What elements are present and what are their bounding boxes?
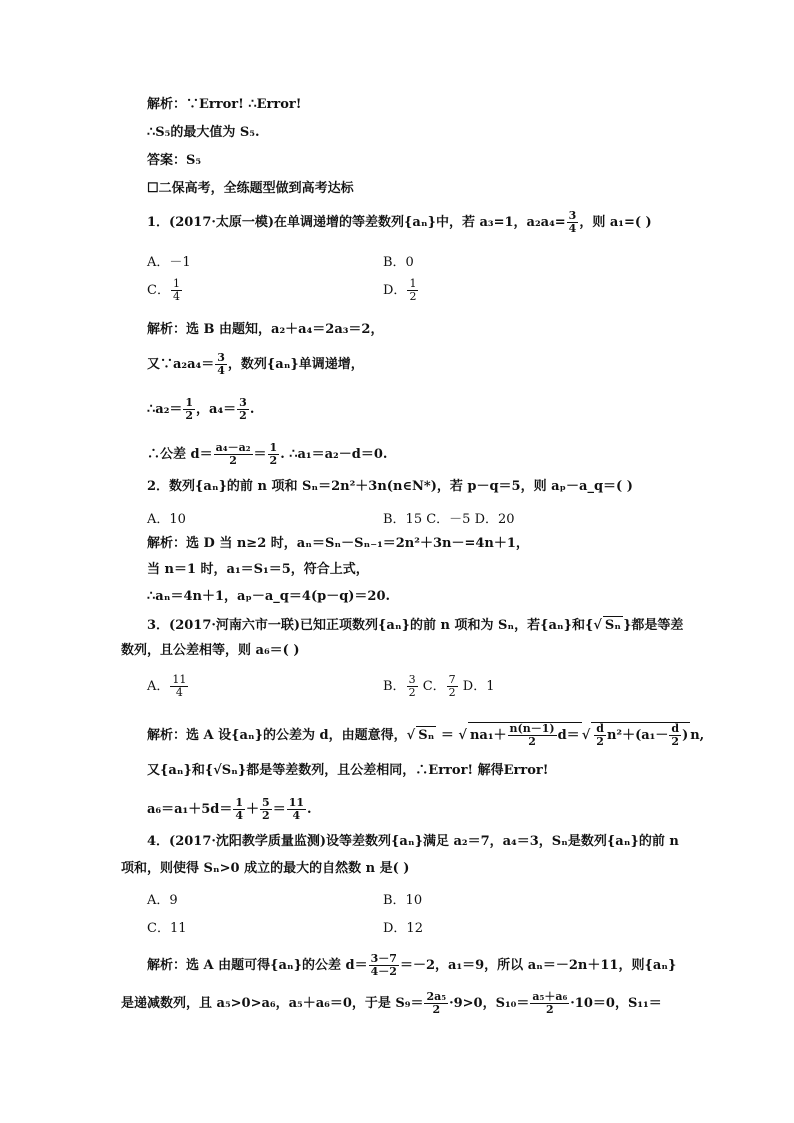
fraction-num: d — [596, 722, 604, 735]
text: na₁＋ — [469, 728, 507, 743]
line-analysis-1: 解析：∵Error! ∴Error! — [147, 97, 302, 112]
radicand: Sₙ — [604, 618, 622, 633]
fraction — [669, 723, 681, 748]
s1-line-d — [147, 442, 387, 467]
radicand: Sₙ — [418, 728, 435, 743]
text: d＝ — [557, 728, 580, 743]
sqrt-icon: √ — [406, 728, 416, 743]
fraction-num: 3 — [239, 396, 247, 409]
fraction — [260, 797, 272, 822]
q4-option-a: A．9 — [147, 893, 178, 908]
fraction-num: 7 — [448, 673, 456, 686]
s1-line-b — [147, 352, 364, 377]
fraction-num: 11 — [172, 673, 187, 686]
radicand-long: $\frac{d}{2}$ n²＋(a₁－ $\frac{d}{2}$ ) — [591, 722, 690, 748]
text: ·9>0，S₁₀＝ — [449, 996, 530, 1011]
question-1 — [147, 210, 652, 235]
text: 解析：选 A 设{aₙ}的公差为 d，由题意得， — [147, 728, 407, 743]
fraction-den: 2 — [671, 735, 680, 748]
q2-option-a: A．10 — [147, 512, 186, 527]
q4-option-d: D．12 — [383, 921, 423, 936]
fraction-num: 1 — [185, 396, 194, 409]
s3-line-c — [147, 797, 312, 822]
fraction-den: 2 — [546, 1003, 554, 1016]
q1-option-a: A．－1 — [147, 255, 191, 270]
fraction — [214, 442, 253, 467]
fraction-den: 2 — [269, 454, 278, 467]
text: ∴a₂＝ — [147, 402, 183, 417]
fraction-num: 5 — [262, 796, 270, 809]
option-label: D． — [383, 283, 407, 298]
text: ·10＝0，S₁₁＝ — [570, 996, 662, 1011]
text: 又∵a₂a₄＝ — [147, 357, 215, 372]
q3-option-bcd — [383, 674, 494, 699]
text: n²＋ — [606, 728, 636, 743]
fraction-num: 3－7 — [370, 952, 397, 965]
fraction-num: a₅＋a₆ — [532, 990, 568, 1003]
fraction-den: 2 — [408, 686, 416, 699]
text: ＝ — [253, 447, 267, 462]
s1-line-c — [147, 397, 254, 422]
fraction — [369, 953, 399, 978]
fraction-num: 11 — [288, 796, 305, 809]
radicand-long — [468, 722, 582, 748]
q4-option-b: B．10 — [383, 893, 423, 908]
text: ＋ — [246, 802, 260, 817]
fraction — [508, 723, 557, 748]
fraction-num: 1 — [409, 277, 417, 290]
text: a₁－ — [641, 728, 669, 743]
fraction-den: 4 — [568, 222, 577, 235]
text: . ∴a₁＝a₂－d＝0. — [280, 447, 388, 462]
fraction — [530, 991, 569, 1016]
fraction — [170, 674, 188, 699]
q1-text-a: 1．(2017·太原一模)在单调递增的等差数列{aₙ}中，若 a₃=1，a₂a₄= — [147, 215, 566, 230]
section-heading: ☐二保高考，全练题型做到高考达标 — [147, 181, 354, 196]
q3-option-a — [147, 674, 189, 699]
fraction — [447, 674, 458, 699]
s2-line-c: ∴aₙ＝4n＋1，aₚ－a_q＝4(p－q)＝20. — [147, 589, 391, 604]
fraction-den: 2 — [239, 409, 247, 422]
fraction-den: 2 — [409, 290, 417, 303]
text: 解析：选 A 由题可得{aₙ}的公差 d＝ — [147, 958, 368, 973]
fraction-num: 3 — [217, 351, 225, 364]
text: }都是等差 — [623, 618, 684, 633]
text: ，数列{aₙ}单调递增， — [227, 357, 364, 372]
fraction — [567, 210, 579, 235]
fraction-num: a₄－a₂ — [215, 441, 251, 454]
fraction — [424, 991, 448, 1016]
fraction-den: 4 — [292, 809, 301, 822]
fraction — [171, 278, 182, 303]
text: ＝ — [272, 802, 286, 817]
fraction-den: 4 — [235, 809, 244, 822]
question-4-line-2: 项和，则使得 Sₙ>0 成立的最大的自然数 n 是( ) — [121, 861, 410, 876]
fraction-den: 2 — [448, 686, 456, 699]
s1-line-a: 解析：选 B 由题知，a₂＋a₄＝2a₃＝2， — [147, 322, 384, 337]
text: ＝－2，a₁＝9，所以 aₙ＝－2n＋11，则{aₙ} — [399, 958, 677, 973]
option-label: B． — [383, 679, 406, 694]
text: ，a₄＝ — [196, 402, 237, 417]
option-label: C． — [147, 283, 170, 298]
fraction — [233, 797, 245, 822]
text: n, — [690, 728, 705, 743]
fraction-den: 4 — [172, 290, 180, 303]
text: 3．(2017·河南六市一联)已知正项数列{aₙ}的前 n 项和为 Sₙ，若{aₙ}和{ — [147, 618, 594, 633]
q4-option-c: C．11 — [147, 921, 187, 936]
fraction-num: d — [671, 722, 680, 735]
fraction-num: 1 — [172, 277, 180, 290]
q1-option-d — [383, 278, 419, 303]
fraction-num: 1 — [235, 796, 244, 809]
fraction — [287, 797, 306, 822]
q2-option-bcd: B．15 C．－5 D．20 — [383, 512, 515, 527]
fraction — [407, 674, 418, 699]
fraction-num: 3 — [408, 673, 416, 686]
q1-text-b: ，则 a₁=( ) — [579, 215, 652, 230]
fraction-den: 4－2 — [370, 965, 397, 978]
fraction-den: 2 — [528, 735, 536, 748]
q1-option-c — [147, 278, 183, 303]
fraction — [237, 397, 249, 422]
text: . — [307, 802, 312, 817]
text: 是递减数列，且 a₅>0>a₆，a₅＋a₆＝0，于是 S₉＝ — [121, 996, 424, 1011]
fraction — [268, 442, 280, 467]
fraction-den: 2 — [432, 1003, 441, 1016]
line-max-value: ∴S₅的最大值为 S₅. — [147, 125, 260, 140]
fraction-den: 2 — [229, 454, 237, 467]
fraction-den: 4 — [217, 364, 225, 377]
s2-line-b: 当 n＝1 时，a₁＝S₁＝5，符合上式， — [147, 562, 369, 577]
sqrt-icon: √ — [581, 728, 591, 743]
q1-option-b: B．0 — [383, 255, 414, 270]
line-answer: 答案：S₅ — [147, 153, 202, 168]
question-2: 2．数列{aₙ}的前 n 项和 Sₙ＝2n²＋3n(n∈N*)，若 p－q＝5，则 aₚ－a_q＝( ) — [147, 479, 633, 494]
fraction — [183, 397, 195, 422]
fraction-num: 1 — [269, 441, 278, 454]
s3-line-b: 又{aₙ}和{√Sₙ}都是等差数列，且公差相同，∴Error! 解得Error! — [147, 763, 549, 778]
question-3-line-2: 数列，且公差相等，则 a₆＝( ) — [121, 643, 300, 658]
option-label: A． — [147, 679, 170, 694]
question-3-line-1 — [147, 616, 683, 635]
fraction-num: n(n－1) — [509, 722, 555, 735]
s3-line-a: 解析：选 A 设{aₙ}的公差为 d，由题意得，√ Sₙ ＝ √ na₁＋ $\frac{n(n-1)}{2}$ d＝ √ $\frac{d}{2}$ n²＋(a₁－ $\frac{d}{2}$ ) n, — [147, 722, 705, 748]
fraction-num: 3 — [568, 209, 577, 222]
question-4-line-1: 4．(2017·沈阳教学质量监测)设等差数列{aₙ}满足 a₂＝7，a₄＝3，Sₙ是数列{aₙ}的前 n — [147, 834, 679, 849]
fraction — [407, 278, 418, 303]
sqrt-icon: √ — [593, 618, 602, 633]
text: a₆＝a₁＋5d＝ — [147, 802, 233, 817]
option-label: D．1 — [458, 679, 495, 694]
fraction-den: 2 — [596, 735, 604, 748]
text: ∴公差 d＝ — [147, 447, 213, 462]
fraction-den: 2 — [262, 809, 270, 822]
text: . — [249, 402, 255, 417]
fraction-den: 4 — [175, 686, 183, 699]
sqrt-icon: √ — [458, 728, 467, 743]
option-label: C． — [418, 679, 446, 694]
s4-line-a — [147, 953, 676, 978]
fraction-num: 2a₅ — [426, 990, 447, 1003]
s4-line-b — [121, 991, 662, 1016]
fraction — [215, 352, 227, 377]
s2-line-a: 解析：选 D 当 n≥2 时，aₙ＝Sₙ－Sₙ₋₁＝2n²＋3n－=4n＋1， — [147, 536, 529, 551]
fraction — [594, 723, 606, 748]
fraction-den: 2 — [185, 409, 194, 422]
